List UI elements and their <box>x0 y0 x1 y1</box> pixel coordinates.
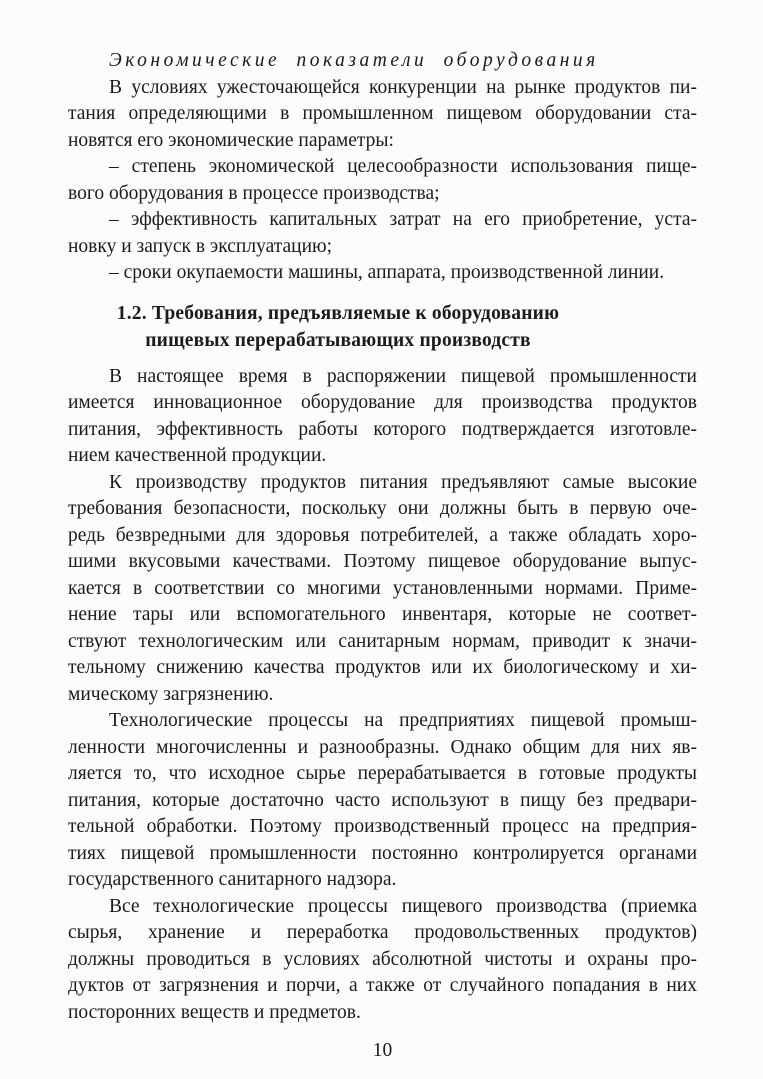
text-line: Технологические процессы на предприятиях пищевой промыш- <box>109 710 697 731</box>
text-line: питания, эффективность работы которого подтверждается изготовле- <box>68 418 697 440</box>
text-line: В условиях ужесточающейся конкуренции на рынке продуктов пи- <box>109 76 697 98</box>
paragraph-process-purity <box>68 894 697 1027</box>
text-line: новятся его экономические параметры: <box>68 129 394 151</box>
text-line: тельной обработки. Поэтому производственный процесс на предприя- <box>68 816 697 837</box>
text-line: Экономические показатели оборудования <box>109 50 599 71</box>
text-line: государственного санитарного надзора. <box>68 869 397 890</box>
list-item-payback-period <box>68 260 697 287</box>
list-item-economic-feasibility <box>68 154 697 207</box>
section-1-2-heading <box>109 300 567 354</box>
text-line: тания определяющими в промышленном пищевом оборудовании ста- <box>68 103 697 124</box>
text-line: нение тары или вспомогательного инвентаря, которые не соответ- <box>68 604 697 625</box>
text-line: ляется то, что исходное сырье перерабатывается в готовые продукты <box>68 763 697 784</box>
text-line: шими вкусовыми качествами. Поэтому пищевое оборудование выпус- <box>68 551 697 572</box>
text-line: посторонних веществ и предметов. <box>68 1001 361 1023</box>
text-line: – эффективность капитальных затрат на его приобретение, уста- <box>109 209 697 230</box>
text-line: В настоящее время в распоряжении пищевой промышленности <box>109 365 697 387</box>
text-line: требования безопасности, поскольку они должны быть в первую оче- <box>68 498 697 519</box>
text-line: 1.2. Требования, предъявляемые к оборудованию <box>116 302 560 324</box>
text-line: – степень экономической целесообразности использования пище- <box>109 156 697 177</box>
text-line: кается в соответствии со многими установленными нормами. Приме- <box>68 577 697 599</box>
text-line: имеется инновационное оборудование для производства продуктов <box>68 392 697 413</box>
text-line: нием качественной продукции. <box>68 445 327 466</box>
text-line: Все технологические процессы пищевого производства (приемка <box>109 895 697 917</box>
text-line: тельному снижению качества продуктов или их биологическому и хи- <box>68 657 697 678</box>
text-line: питания, которые достаточно часто используют в пищу без предвари- <box>68 789 697 811</box>
text-line: К производству продуктов питания предъявляют самые высокие <box>109 471 697 493</box>
paragraph-technological-processes <box>68 708 697 894</box>
text-line: сырья, хранение и переработка продовольственных продуктов) <box>68 922 697 943</box>
page-number: 10 <box>372 1040 393 1061</box>
text-line: ствуют технологическим или санитарным нормам, приводит к значи- <box>68 630 697 652</box>
text-line: тиях пищевой промышленности постоянно контролируется органами <box>68 842 697 864</box>
intro-paragraph <box>68 75 697 155</box>
text-line: редь безвредными для здоровья потребителей, а также обладать хоро- <box>68 524 697 546</box>
text-line: ленности многочисленны и разнообразны. Однако общим для них яв- <box>68 736 697 758</box>
text-line: мическому загрязнению. <box>68 683 274 705</box>
page-body <box>68 48 697 1026</box>
text-line: дуктов от загрязнения и порчи, а также от случайного попадания в них <box>68 975 697 996</box>
text-line: новку и запуск в эксплуатацию; <box>68 235 332 257</box>
text-line: пищевых перерабатывающих производств <box>145 329 531 351</box>
text-line: – сроки окупаемости машины, аппарата, производственной линии. <box>109 262 665 283</box>
economic-indicators-subheading <box>68 48 697 75</box>
text-line: вого оборудования в процессе производства; <box>68 182 440 204</box>
list-item-capital-costs <box>68 207 697 260</box>
paragraph-innovative-equipment <box>68 364 697 470</box>
text-line: должны проводиться в условиях абсолютной чистоты и охраны про- <box>68 948 697 970</box>
paragraph-safety-requirements <box>68 470 697 709</box>
